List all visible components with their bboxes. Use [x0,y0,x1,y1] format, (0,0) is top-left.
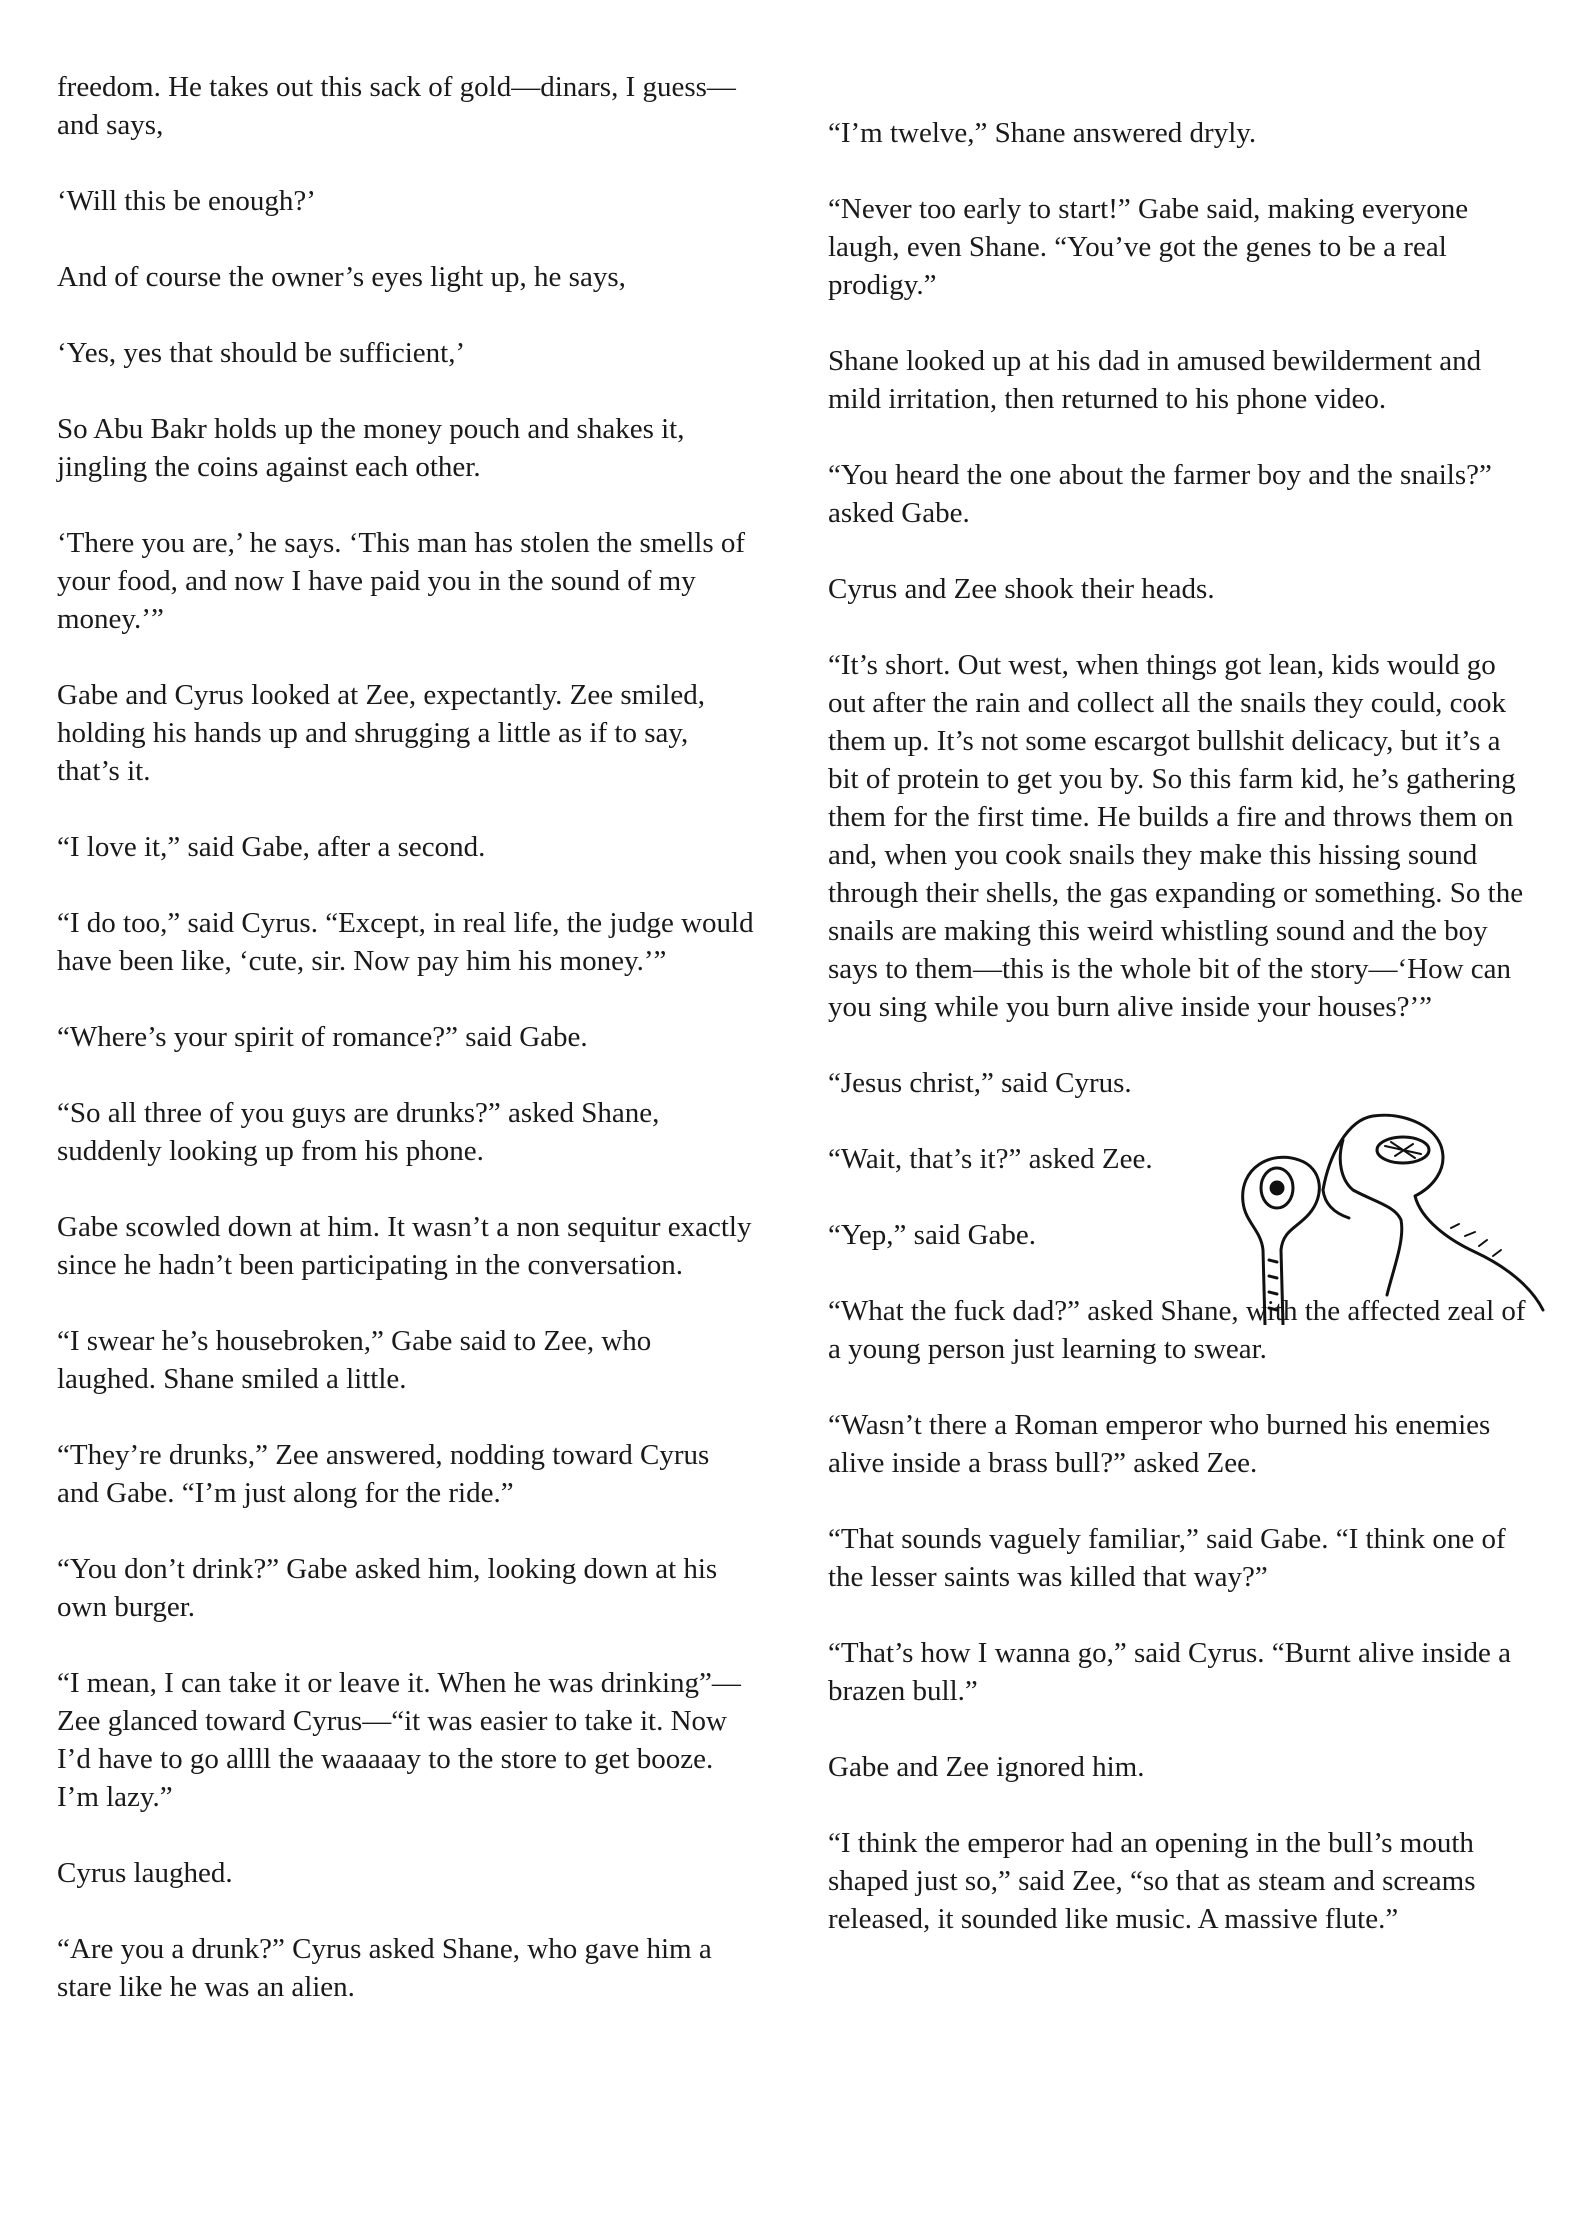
paragraph: “Never too early to start!” Gabe said, making everyone laugh, even Shane. “You’ve got the genes to be a real prodigy.” [828,193,1469,301]
paragraph: “Yep,” said Gabe. [828,1219,1037,1251]
right-snail-drawing [1323,1115,1543,1310]
paragraph: Cyrus and Zee shook their heads. [828,573,1215,605]
paragraph: “You heard the one about the farmer boy and the snails?” asked Gabe. [828,459,1492,529]
paragraph: Gabe and Cyrus looked at Zee, expectantly. Zee smiled, holding his hands up and shrugging a little as if to say, that’s it. [57,679,705,787]
paragraph: So Abu Bakr holds up the money pouch and shakes it, jingling the coins against each other. [57,413,685,483]
paragraph: And of course the owner’s eyes light up, he says, [57,261,626,293]
paragraph: Gabe and Zee ignored him. [828,1751,1145,1783]
paragraph: “Where’s your spirit of romance?” said Gabe. [57,1021,588,1053]
paragraph: “I do too,” said Cyrus. “Except, in real life, the judge would have been like, ‘cute, sir. Now pay him his money.’” [57,907,754,977]
paragraph: “I think the emperor had an opening in the bull’s mouth shaped just so,” said Zee, “so that as steam and screams released, it sounded like music. A massive flute.” [828,1827,1476,1935]
paragraph: “So all three of you guys are drunks?” asked Shane, suddenly looking up from his phone. [57,1097,660,1167]
paragraph: freedom. He takes out this sack of gold—dinars, I guess—and says, [57,71,736,141]
paragraph: “They’re drunks,” Zee answered, nodding toward Cyrus and Gabe. “I’m just along for the ride.” [57,1439,710,1509]
right-text-column [828,114,1528,1976]
left-text-column [57,68,757,2044]
paragraph: “Jesus christ,” said Cyrus. [828,1067,1132,1099]
paragraph: ‘Will this be enough?’ [57,185,316,217]
paragraph: “I swear he’s housebroken,” Gabe said to Zee, who laughed. Shane smiled a little. [57,1325,652,1395]
paragraph: ‘There you are,’ he says. ‘This man has stolen the smells of your food, and now I have paid you in the sound of my money.’” [57,527,746,635]
paragraph: “I love it,” said Gabe, after a second. [57,831,486,863]
paragraph: “I mean, I can take it or leave it. When he was drinking”—Zee glanced toward Cyrus—“it was easier to take it. Now I’d have to go allll the waaaaay to the store to get booze. I’m lazy.” [57,1667,741,1813]
paragraph: ‘Yes, yes that should be sufficient,’ [57,337,466,369]
snail-sketch-illustration [1225,1110,1555,1325]
paragraph: Cyrus laughed. [57,1857,233,1889]
paragraph: “That sounds vaguely familiar,” said Gabe. “I think one of the lesser saints was killed that way?” [828,1523,1506,1593]
paragraph: “Wasn’t there a Roman emperor who burned his enemies alive inside a brass bull?” asked Zee. [828,1409,1491,1479]
paragraph: “You don’t drink?” Gabe asked him, looking down at his own burger. [57,1553,718,1623]
paragraph: “Wait, that’s it?” asked Zee. [828,1143,1153,1175]
left-snail-drawing [1243,1157,1320,1325]
paragraph: “I’m twelve,” Shane answered dryly. [828,117,1257,149]
paragraph: “That’s how I wanna go,” said Cyrus. “Burnt alive inside a brazen bull.” [828,1637,1511,1707]
paragraph: “It’s short. Out west, when things got lean, kids would go out after the rain and collect all the snails they could, cook them up. It’s not some escargot bullshit delicacy, but it’s a bit of protein to get you by. So this farm kid, he’s gathering them for the first time. He builds a fire and throws them on and, when you cook snails they make this hissing sound through their shells, the gas expanding or something. So the snails are making this weird whistling sound and the boy says to them—this is the whole bit of the story—‘How can you sing while you burn alive inside your houses?’” [828,649,1524,1023]
paragraph: “Are you a drunk?” Cyrus asked Shane, who gave him a stare like he was an alien. [57,1933,712,2003]
paragraph: “What the fuck dad?” asked Shane, with the affected zeal of a young person just learning to swear. [828,1295,1526,1365]
paragraph: Shane looked up at his dad in amused bewilderment and mild irritation, then returned to his phone video. [828,345,1482,415]
paragraph: Gabe scowled down at him. It wasn’t a non sequitur exactly since he hadn’t been participating in the conversation. [57,1211,752,1281]
